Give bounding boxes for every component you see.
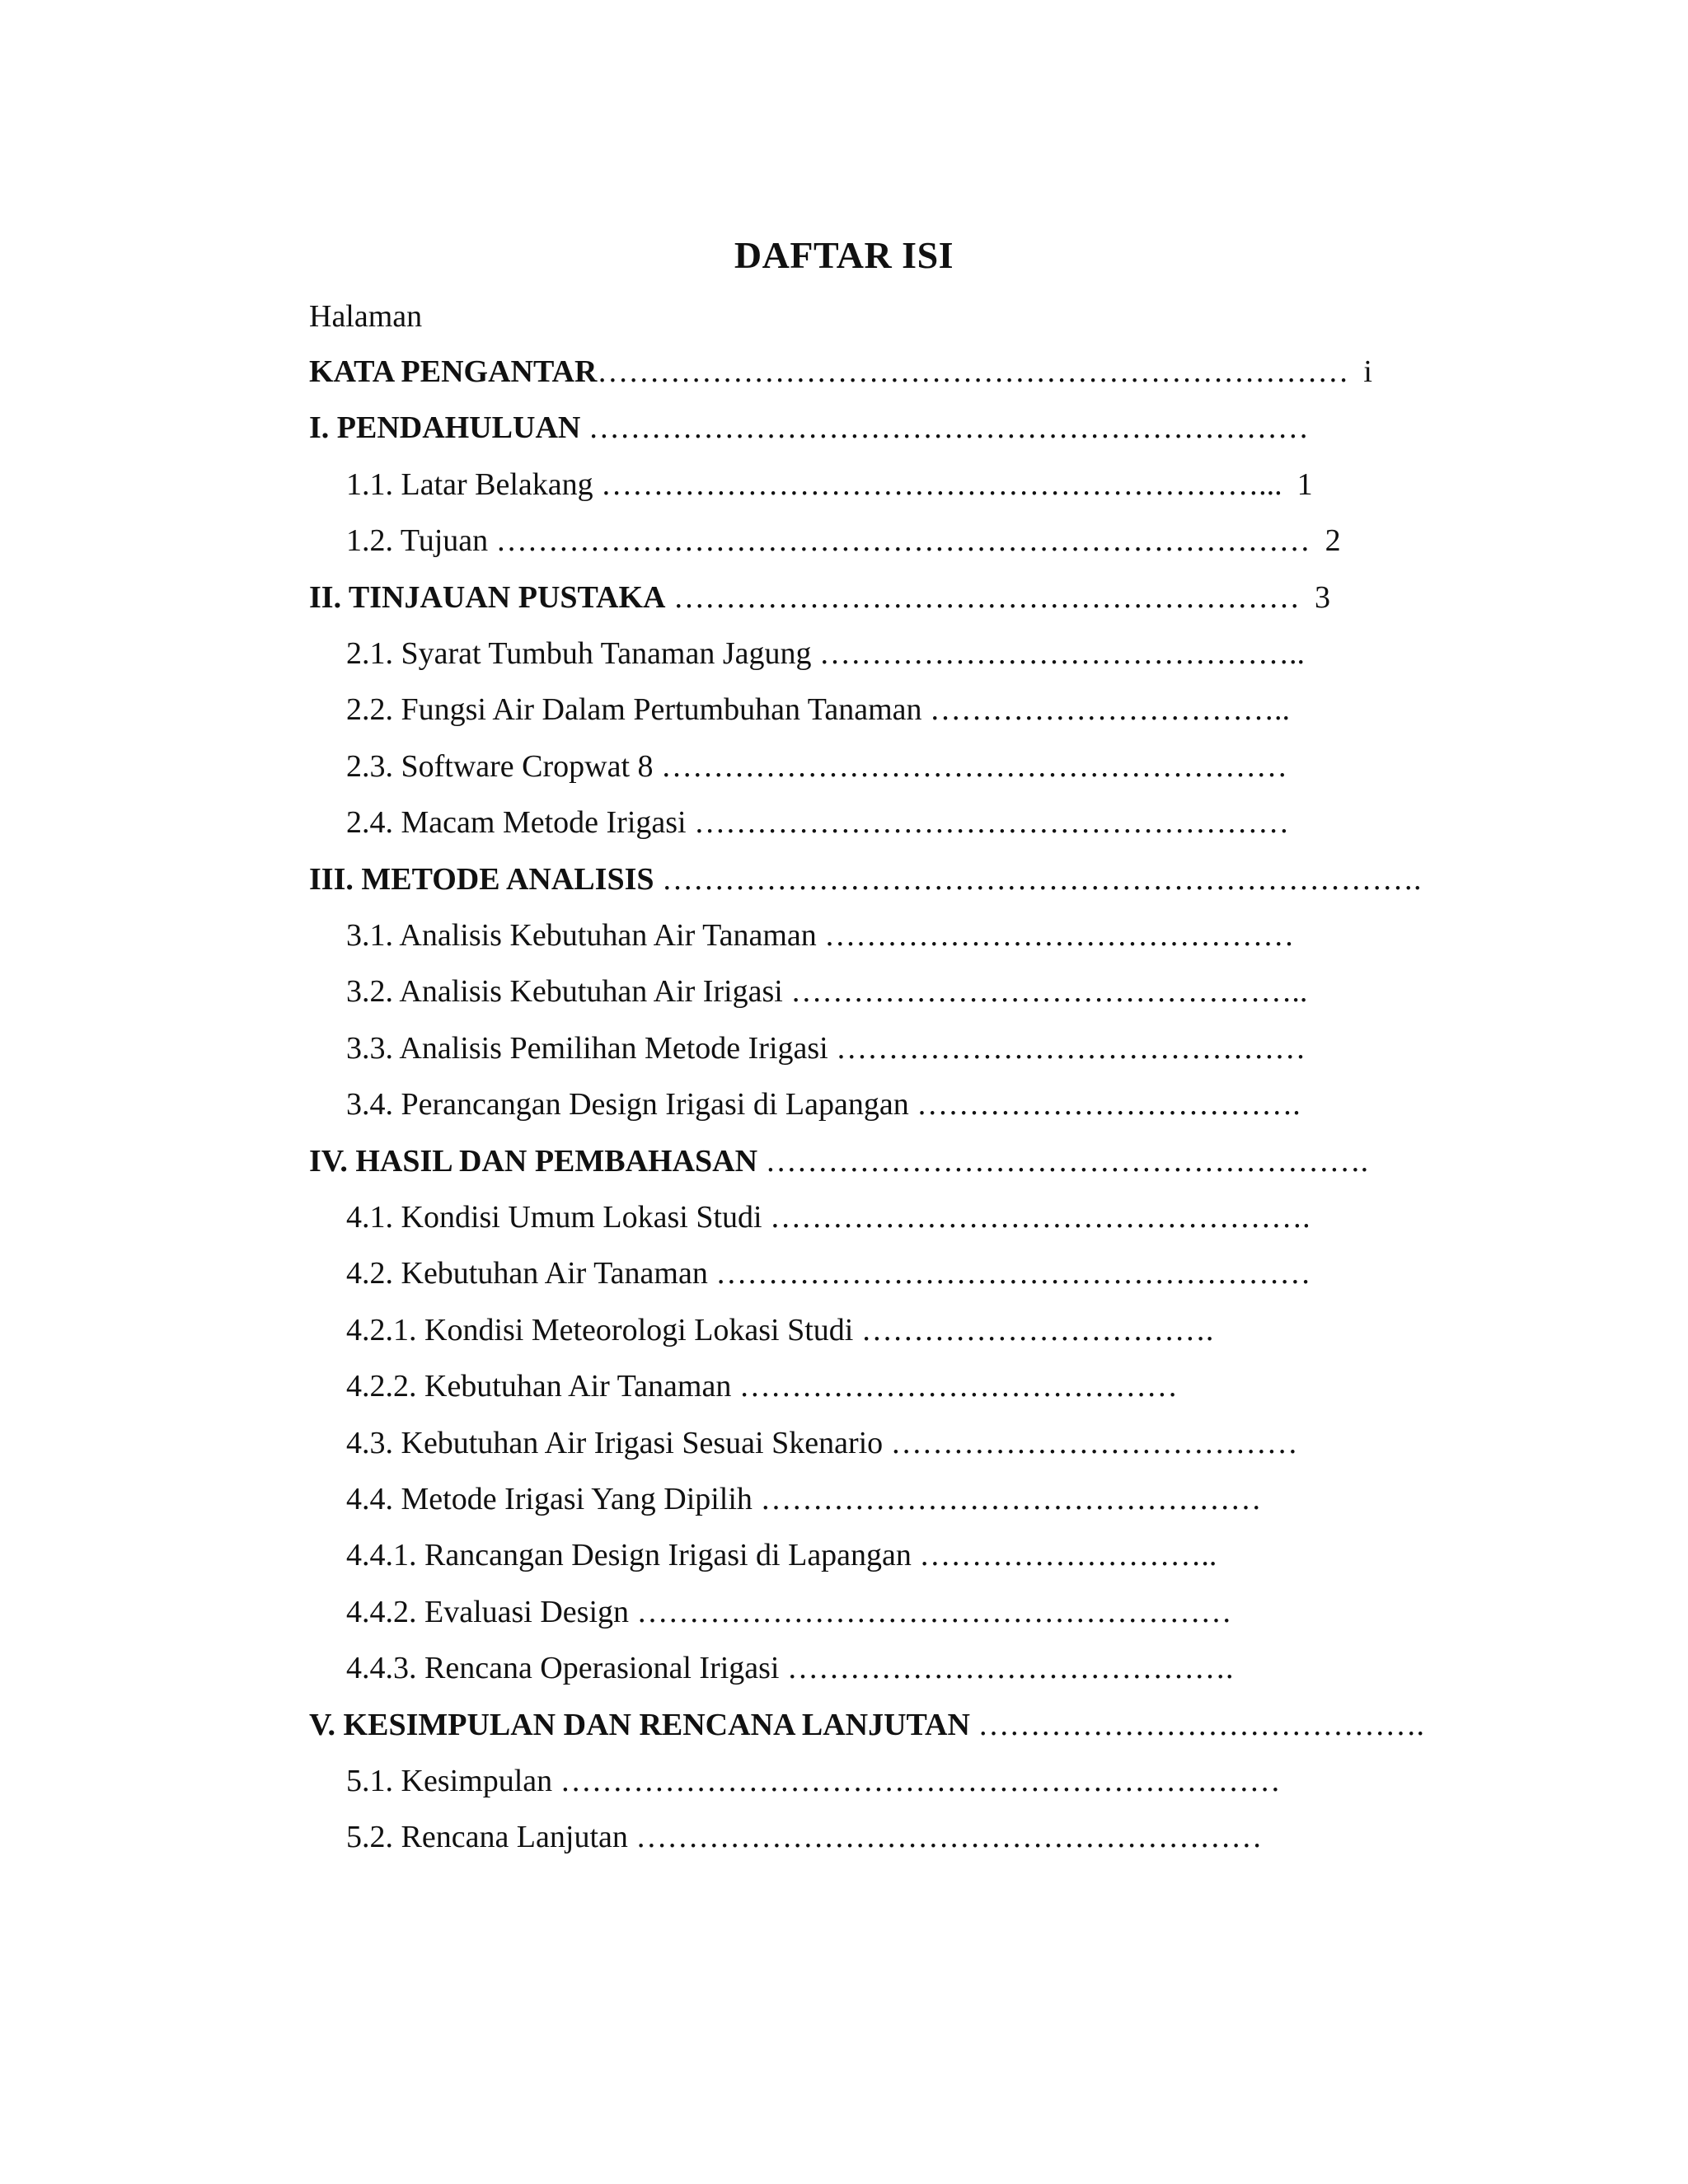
toc-entry xyxy=(309,578,1330,617)
toc-entry-leader: ……………………………………………. xyxy=(762,1200,1311,1235)
toc-entry-label: V. KESIMPULAN DAN RENCANA LANJUTAN xyxy=(309,1707,970,1742)
toc-entry-leader: …………………………………………………………………… xyxy=(488,523,1311,559)
toc-entry xyxy=(346,1423,1298,1463)
toc-entry-label: 4.3. Kebutuhan Air Irigasi Sesuai Skenario xyxy=(346,1425,884,1460)
toc-entry-leader: …………………………………………………… xyxy=(653,748,1288,784)
page-title: DAFTAR ISI xyxy=(734,234,954,276)
toc-entry-label: 2.3. Software Cropwat 8 xyxy=(346,748,654,784)
toc-entry xyxy=(346,1029,1306,1068)
toc-entry-leader: ……………………………………………………………… xyxy=(597,354,1349,389)
toc-entry-leader: …………………………………………………… xyxy=(665,579,1300,615)
toc-entry-label: 4.4.3. Rencana Operasional Irigasi xyxy=(346,1651,780,1686)
toc-entry-label: 4.4. Metode Irigasi Yang Dipilih xyxy=(346,1482,753,1516)
toc-entry-label: 3.3. Analisis Pemilihan Metode Irigasi xyxy=(346,1030,828,1066)
toc-entry xyxy=(346,690,1290,729)
toc-entry-leader: ……………………………………….. xyxy=(811,636,1306,671)
toc-entry-label: 5.1. Kesimpulan xyxy=(346,1764,553,1798)
toc-entry-leader: ………………………………………………… xyxy=(629,1594,1232,1629)
toc-entry-leader: ……………………….. xyxy=(911,1538,1217,1573)
toc-entry-label: 4.2. Kebutuhan Air Tanaman xyxy=(346,1256,708,1291)
toc-entry-leader: ……………………………………… xyxy=(816,918,1295,953)
toc-entry-leader: ………………………………………… xyxy=(752,1482,1262,1516)
page-column-label: Halaman xyxy=(309,299,423,334)
toc-entry xyxy=(346,1817,1262,1857)
toc-entry xyxy=(346,1197,1311,1237)
toc-entry-label: 3.2. Analisis Kebutuhan Air Irigasi xyxy=(346,974,783,1010)
toc-entry-label: 5.2. Rencana Lanjutan xyxy=(346,1820,628,1855)
toc-entry-leader: ……………………………………. xyxy=(969,1707,1424,1742)
toc-entry-label: IV. HASIL DAN PEMBAHASAN xyxy=(309,1143,758,1179)
toc-entry xyxy=(346,521,1341,560)
toc-entry xyxy=(346,747,1287,786)
toc-entry-leader: ………………………………………………………... xyxy=(593,466,1282,502)
toc-entry-label: 2.4. Macam Metode Irigasi xyxy=(346,805,687,841)
toc-entry-leader: …………………………………… xyxy=(731,1369,1178,1404)
toc-entry-leader: …………………………………………………………… xyxy=(552,1764,1281,1798)
toc-entry-leader: ………………………………… xyxy=(883,1425,1298,1460)
toc-entry-label: II. TINJAUAN PUSTAKA xyxy=(309,579,666,615)
toc-entry xyxy=(346,1592,1232,1632)
toc-entry-label: I. PENDAHULUAN xyxy=(309,410,581,446)
toc-entry xyxy=(346,972,1307,1011)
toc-entry-leader: ……………………………………… xyxy=(828,1030,1306,1066)
toc-entry xyxy=(346,634,1305,673)
toc-entry-leader: …………………………….. xyxy=(921,692,1290,728)
toc-entry xyxy=(309,1705,1424,1745)
toc-entry-leader: ………………………………………………………………. xyxy=(654,861,1422,897)
toc-entry-label: 4.2.1. Kondisi Meteorologi Lokasi Studi xyxy=(346,1312,854,1347)
toc-entry xyxy=(346,465,1313,504)
toc-entry-leader: ……………………………………. xyxy=(779,1651,1234,1686)
toc-entry-page-number: 2 xyxy=(1325,523,1341,559)
toc-entry-label: 4.4.1. Rancangan Design Irigasi di Lapangan xyxy=(346,1538,912,1573)
toc-entry xyxy=(346,1479,1261,1519)
toc-entry-label: 1.1. Latar Belakang xyxy=(346,466,593,502)
toc-entry-label: 4.4.2. Evaluasi Design xyxy=(346,1594,630,1629)
toc-entry-label: 3.1. Analisis Kebutuhan Air Tanaman xyxy=(346,918,817,953)
toc-entry-leader: ………………………………………………… xyxy=(707,1256,1311,1291)
toc-entry-label: 4.1. Kondisi Umum Lokasi Studi xyxy=(346,1200,762,1235)
toc-entry-label: 2.1. Syarat Tumbuh Tanaman Jagung xyxy=(346,636,812,671)
toc-entry xyxy=(346,803,1289,842)
toc-entry-page-number: 3 xyxy=(1315,579,1330,615)
toc-entry xyxy=(346,1254,1311,1293)
toc-entry-leader: …………………………………………………………… xyxy=(580,410,1309,446)
toc-entry xyxy=(346,1648,1234,1688)
toc-entry xyxy=(346,1535,1217,1575)
toc-entry xyxy=(309,408,1309,448)
toc-entry xyxy=(346,1085,1301,1124)
toc-entry xyxy=(346,916,1294,955)
toc-entry xyxy=(309,1141,1368,1181)
toc-entry-leader: ……………………………. xyxy=(853,1312,1214,1347)
toc-entry-leader: ………………………………. xyxy=(908,1087,1301,1122)
toc-entry-label: 4.2.2. Kebutuhan Air Tanaman xyxy=(346,1369,732,1404)
toc-entry xyxy=(309,352,1372,391)
toc-entry-label: III. METODE ANALISIS xyxy=(309,861,654,897)
toc-entry xyxy=(309,860,1422,899)
toc-entry-leader: …………………………………………………… xyxy=(627,1820,1263,1855)
toc-entry-leader: ………………………………………….. xyxy=(782,974,1308,1010)
toc-entry xyxy=(346,1310,1213,1350)
toc-entry-leader: …………………………………………………. xyxy=(757,1143,1369,1179)
toc-entry-label: 1.2. Tujuan xyxy=(346,523,489,559)
toc-entry-page-number: i xyxy=(1363,354,1372,389)
toc-entry xyxy=(346,1366,1178,1406)
toc-entry xyxy=(346,1761,1281,1801)
toc-entry-label: 2.2. Fungsi Air Dalam Pertumbuhan Tanaman xyxy=(346,692,922,728)
toc-entry-label: 3.4. Perancangan Design Irigasi di Lapangan xyxy=(346,1087,909,1122)
toc-entry-leader: ………………………………………………… xyxy=(686,805,1290,841)
toc-entry-label: KATA PENGANTAR xyxy=(309,354,598,389)
toc-entry-page-number: 1 xyxy=(1296,466,1313,502)
